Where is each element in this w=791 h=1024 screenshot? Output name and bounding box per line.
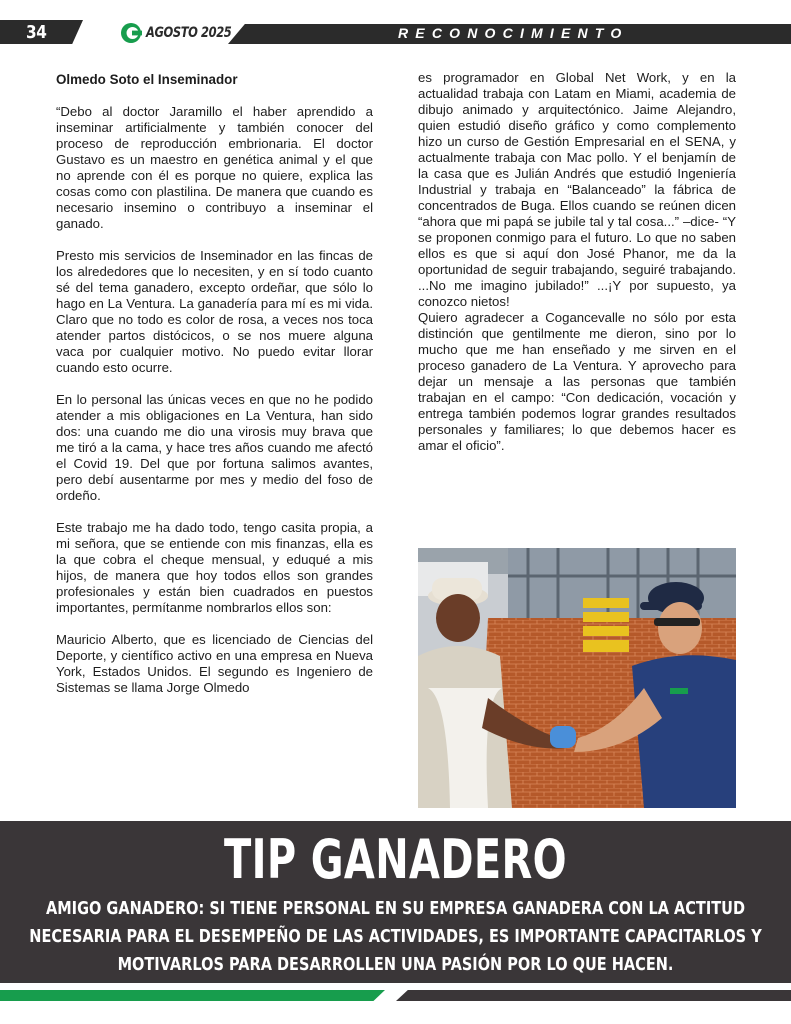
footer-stripe-dark — [396, 990, 791, 1001]
article-column-left — [56, 72, 373, 696]
footer-stripe-green — [0, 990, 385, 1001]
cogancevalle-logo-icon — [120, 22, 142, 44]
page-header — [0, 0, 791, 44]
section-title: RECONOCIMIENTO — [398, 25, 629, 41]
paragraph: “Debo al doctor Jaramillo el haber aprendido a inseminar artificialmente y también conocer del proceso de reproducción embrionaria. El doctor Gustavo es un maestro en genética animal y el que no aprende con él es porque no quiere, explica las cosas como con plastilina. De manera que cuando es necesario insemino o contribuyo a inseminar el ganado. — [56, 104, 373, 231]
paragraph: Presto mis servicios de Inseminador en las fincas de los alrededores que lo necesiten, y en sí todo cuanto sé del tema ganadero, excepto ordeñar, que sólo lo hago en La Ventura. La ganadería para mí es mi vida. Claro que no todo es color de rosa, a veces nos toca atender partos distócicos, o se nos muere alguna vaca por cualquier motivo. No puedo evitar llorar cuando esto ocurre. — [56, 248, 373, 375]
tip-body: AMIGO GANADERO: SI TIENE PERSONAL EN SU EMPRESA GANADERA CON LA ACTITUD NECESARIA PARA EL DESEMPEÑO DE LAS ACTIVIDADES, ES IMPORTANTE CAPACITARLOS Y MOTIVARLOS PARA DESARROLLEN UNA PASIÓN POR LO QUE HACEN. — [29, 899, 762, 975]
paragraph: Quiero agradecer a Cogancevalle no sólo por esta distinción que gentilmente me dieron, sino por lo mucho que me han enseñado y me sirven en el proceso ganadero de La Ventura. Y aprovecho para dejar un mensaje a las personas que también trabajan en el campo: “Con dedicación, vocación y entrega también podemos lograr grandes resultados personales y familiares; lo que debemos hacer es amar el oficio”. — [418, 310, 736, 453]
page-number: 34 — [26, 22, 47, 43]
paragraph: Este trabajo me ha dado todo, tengo casita propia, a mi señora, que se entiende con mis finanzas, ella es la que cobra el cheque mensual, y eduqué a mis hijos, de manera que hoy todos ellos son grandes profesionales y están bien cuadrados en puestos importantes, permítanme nombrarlos ellos son: — [56, 520, 373, 615]
photo-illustration — [418, 548, 736, 808]
article-column-right — [418, 70, 736, 454]
handshake-photo — [418, 548, 736, 808]
paragraph: es programador en Global Net Work, y en la actualidad trabaja con Latam en Miami, academia de dibujo animado y arquitectónico. Jaime Alejandro, quien estudió diseño gráfico y como complemento hizo un curso de Gestión Empresarial en el SENA, y actualmente trabaja con Mac pollo. Y el benjamín de la casa que es Julián Andrés que estudió Ingeniería Industrial y trabaja en “Balanceado” la fábrica de concentrados de Buga. Ellos cuando se reúnen dicen “ahora que mi papá se jubile tal y tal cosa...” –dice- “Y se proponen conmigo para el futuro. Lo que no saben ellos es que si aquí don José Phanor, me da la oportunidad de seguir trabajando, seguiré trabajando. ...No me imagino jubilado!” ...¡Y por supuesto, ya conozco nietos! — [418, 70, 736, 309]
tip-title: TIP GANADERO — [223, 828, 568, 891]
issue-date: AGOSTO 2025 — [146, 25, 232, 41]
paragraph: Mauricio Alberto, que es licenciado de Ciencias del Deporte, y científico activo en una empresa en Nueva York, Estados Unidos. El segundo es Ingeniero de Sistemas se llama Jorge Olmedo — [56, 632, 373, 695]
article-heading: Olmedo Soto el Inseminador — [56, 72, 238, 87]
paragraph: En lo personal las únicas veces en que no he podido atender a mis obligaciones en La Ventura, han sido dos: una cuando me dio una virosis muy brava que me tiró a la cama, y hace tres años cuando me afectó el Covid 19. Del que por fortuna salimos avantes, pero debí ausentarme por mes y medio del foso de ordeño. — [56, 392, 373, 503]
